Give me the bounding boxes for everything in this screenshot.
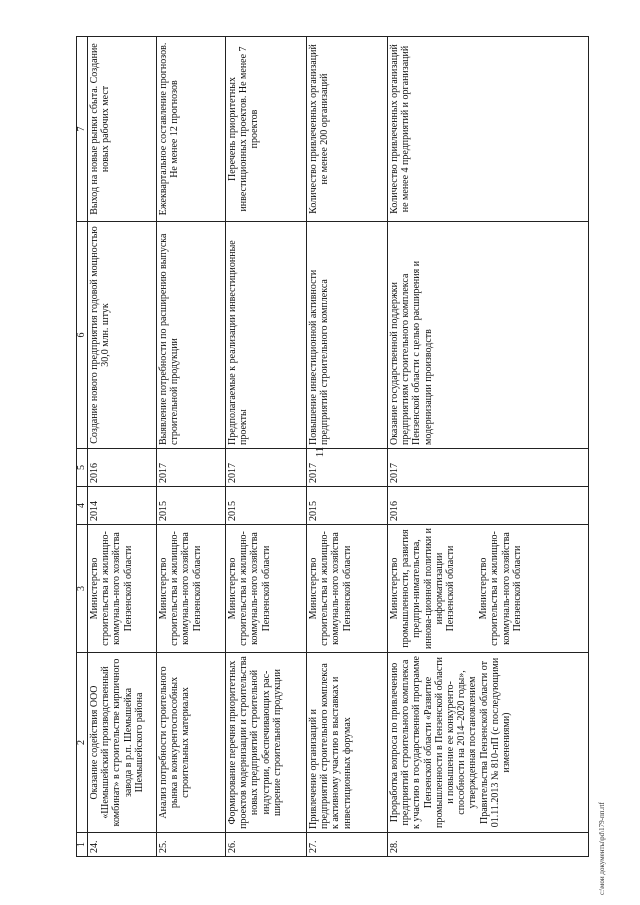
indicator-cell: Перечень приоритетных инвестиционных проектов. Не менее 7 проектов — [226, 37, 307, 222]
indicator-cell: Выход на новые рынки сбыта. Создание новых рабочих мест — [88, 37, 157, 222]
measure-cell: Формирование перечня приоритетных проектов модернизации и строительства новых предприятий строительной индустрии, обеспечивающих рас-ширение строительной продукции — [226, 653, 307, 833]
column-number: 6 — [77, 222, 88, 449]
co-executor-text: Министерство строительства и жилищно-коммуналь-ного хозяйства Пензенской области — [478, 531, 523, 646]
measure-cell: Привлечение организаций и предприятий строительного комплекса к активному участию в выставках и инвестиционных форумах — [307, 653, 388, 833]
table-row — [307, 37, 388, 857]
row-number: 26. — [226, 833, 307, 857]
row-number: 28. — [388, 833, 589, 857]
table-row — [157, 37, 226, 857]
executor-cell — [388, 525, 589, 653]
rotated-table-container — [76, 37, 590, 857]
start-year-cell: 2014 — [88, 487, 157, 525]
executor-text: Министерство строительства и жилищно-коммуналь-ного хозяйства Пензенской области — [308, 531, 353, 646]
executor-cell — [226, 525, 307, 653]
measure-cell: Анализ потребности строительного рынка в конкурентоспособных строительных материалах — [157, 653, 226, 833]
column-number-row — [77, 37, 88, 857]
result-cell: Повышение инвестиционной активности предприятий строительного комплекса — [307, 222, 388, 449]
column-number: 2 — [77, 653, 88, 833]
page-number: 11 — [314, 446, 326, 458]
measure-cell: Оказание содействия ООО «Шемышейский производственный комбинат» в строительстве кирпичного завода в р.п. Шемышейка Шемышейского района — [88, 653, 157, 833]
result-cell: Предполагаемые к реализации инвестиционные проекты — [226, 222, 307, 449]
executor-text: Министерство строительства и жилищно-коммуналь-ного хозяйства Пензенской области — [89, 531, 134, 646]
executor-text: Министерство строительства и жилищно-коммуналь-ного хозяйства Пензенской области — [158, 531, 203, 646]
table-row — [226, 37, 307, 857]
column-number: 4 — [77, 487, 88, 525]
result-cell: Создание нового предприятия годовой мощностью 30,0 млн. штук — [88, 222, 157, 449]
file-path-footer: c:\мои документы\pd\179-пп.rtf — [598, 802, 606, 895]
indicator-cell: Ежеквартальное составление прогнозов. Не менее 12 прогнозов — [157, 37, 226, 222]
start-year-cell: 2015 — [157, 487, 226, 525]
column-number: 3 — [77, 525, 88, 653]
start-year-cell: 2016 — [388, 487, 589, 525]
column-number: 1 — [77, 833, 88, 857]
column-number: 7 — [77, 37, 88, 222]
result-cell: Оказание государственной поддержки предприятиям строительного комплекса Пензенской области с целью расширения и модернизации производств — [388, 222, 589, 449]
end-year-cell: 2017 — [388, 449, 589, 487]
measure-cell: Проработка вопроса по привлечению предприятий строительного комплекса к участию в государственной программе Пензенской области «Развитие промышленности в Пензенской области и повышение ее конкуренто-способности на 2014–2020 годы», утвержденная постановлением Правительства Пензенской области от 01.11.2013 № 810-пП (с последующими изменениями) — [388, 653, 589, 833]
executor-cell — [157, 525, 226, 653]
start-year-cell: 2015 — [307, 487, 388, 525]
table-row — [388, 37, 589, 857]
end-year-cell: 2016 — [88, 449, 157, 487]
result-cell: Выявление потребности по расширению выпуска строительной продукции — [157, 222, 226, 449]
indicator-cell: Количество привлеченных организаций не менее 200 организаций — [307, 37, 388, 222]
column-number: 5 — [77, 449, 88, 487]
measures-table — [76, 36, 589, 857]
end-year-cell: 2017 — [226, 449, 307, 487]
executor-text: Министерство промышленности, развития предпри-нимательства, иннова-ционной политики и информатизации Пензенской области — [389, 527, 457, 649]
executor-cell — [307, 525, 388, 653]
end-year-cell: 2017 — [307, 449, 388, 487]
indicator-cell: Количество привлеченных организаций не менее 4 предприятий и организаций — [388, 37, 589, 222]
start-year-cell: 2015 — [226, 487, 307, 525]
row-number: 24. — [88, 833, 157, 857]
table-row — [88, 37, 157, 857]
executor-cell — [88, 525, 157, 653]
row-number: 25. — [157, 833, 226, 857]
row-number: 27. — [307, 833, 388, 857]
executor-text: Министерство строительства и жилищно-коммуналь-ного хозяйства Пензенской области — [227, 531, 272, 646]
end-year-cell: 2017 — [157, 449, 226, 487]
